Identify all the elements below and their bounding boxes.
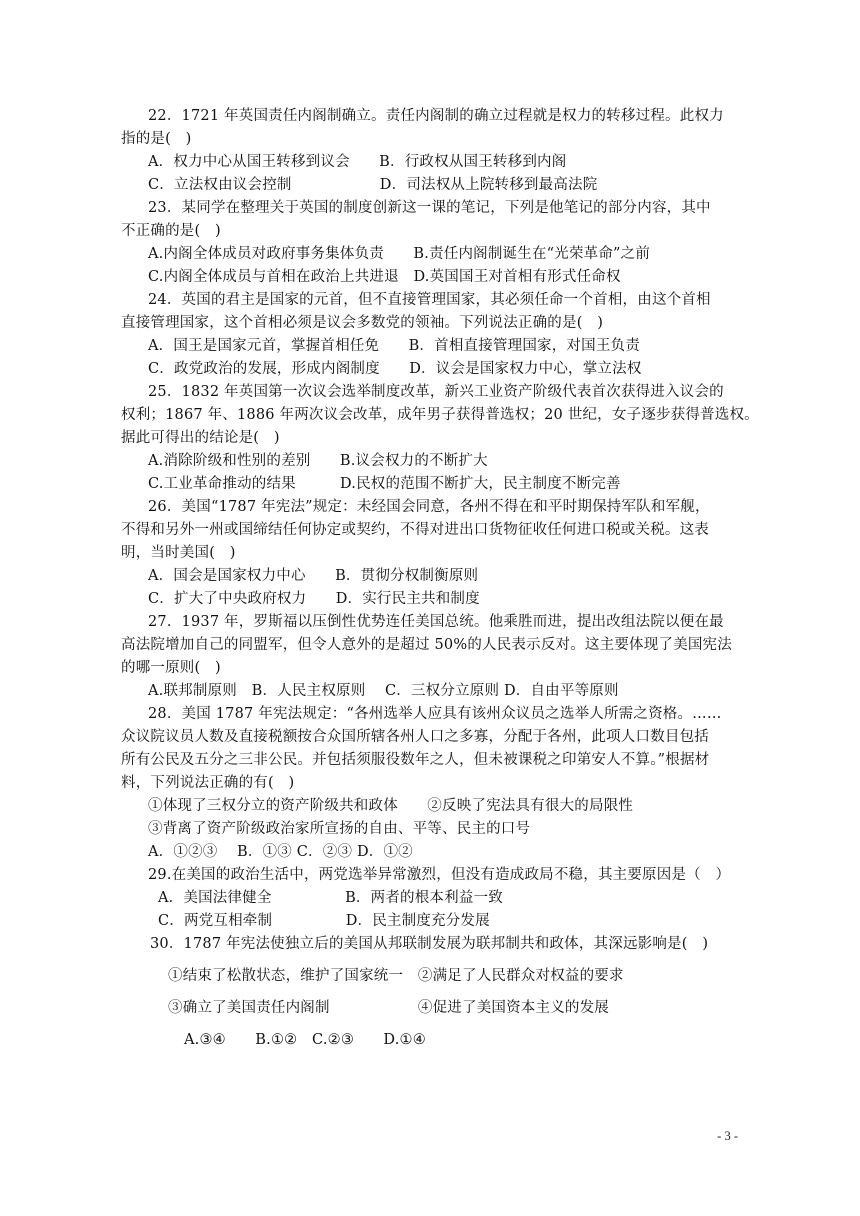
question-28-stem-line-3: 所有公民及五分之三非公民。并包括须服役数年之人，但未被课税之印第安人不算。”根据材 (121, 752, 710, 768)
question-26-stem-line-3: 明，当时美国( ) (121, 545, 236, 561)
question-29-options-ab: A．美国法律健全 B．两者的根本利益一致 (158, 890, 503, 906)
question-28-stem-line-4: 料，下列说法正确的有( ) (121, 775, 295, 791)
page-number: - 3 - (717, 1129, 738, 1143)
question-24-stem-line-1: 24．英国的君主是国家的元首，但不直接管理国家，其必须任命一个首相，由这个首相 (148, 292, 711, 308)
question-22-stem-line-2: 指的是( ) (121, 131, 192, 147)
question-25-options-cd: C.工业革命推动的结果 D.民权的范围不断扩大，民主制度不断完善 (148, 476, 621, 492)
question-30-statements-1-2: ①结束了松散状态，维护了国家统一 ②满足了人民群众对权益的要求 (168, 968, 624, 984)
question-24-options-ab: A．国王是国家元首，掌握首相任免 B．首相直接管理国家，对国王负责 (148, 338, 640, 354)
question-25-stem-line-3: 据此可得出的结论是( ) (121, 430, 280, 446)
question-22-options-ab: A．权力中心从国王转移到议会 B．行政权从国王转移到内阁 (148, 154, 567, 170)
question-22-options-cd: C．立法权由议会控制 D．司法权从上院转移到最高法院 (148, 177, 598, 193)
question-29-options-cd: C．两党互相牵制 D．民主制度充分发展 (158, 913, 490, 929)
question-25-stem-line-1: 25．1832 年英国第一次议会选举制度改革，新兴工业资产阶级代表首次获得进入议会的 (148, 384, 724, 400)
question-26-options-ab: A．国会是国家权力中心 B．贯彻分权制衡原则 (148, 568, 479, 584)
question-30-stem: 30．1787 年宪法使独立后的美国从邦联制发展为联邦制共和政体，其深远影响是( ) (150, 936, 709, 952)
question-27-stem-line-2: 高法院增加自己的同盟军，但令人意外的是超过 50%的人民表示反对。这主要体现了美国宪法 (121, 637, 732, 653)
question-29-stem: 29.在美国的政治生活中，两党选举异常激烈，但没有造成政局不稳，其主要原因是（ ） (148, 867, 731, 883)
question-27-stem-line-1: 27．1937 年，罗斯福以压倒性优势连任美国总统。他乘胜而进，提出改组法院以便在最 (148, 614, 724, 630)
question-26-options-cd: C．扩大了中央政府权力 D．实行民主共和制度 (148, 591, 480, 607)
question-23-stem-line-2: 不正确的是( ) (121, 223, 221, 239)
question-30-statements-3-4: ③确立了美国责任内阁制 ④促进了美国资本主义的发展 (168, 1000, 609, 1016)
question-26-stem-line-2: 不得和另外一州或国缔结任何协定或契约，不得对进出口货物征收任何进口税或关税。这表 (121, 522, 709, 538)
question-23-options-ab: A.内阁全体成员对政府事务集体负责 B.责任内阁制诞生在“光荣革命”之前 (148, 246, 651, 262)
question-23-stem-line-1: 23．某同学在整理关于英国的制度创新这一课的笔记，下列是他笔记的部分内容，其中 (148, 200, 711, 216)
question-28-statements-1-2: ①体现了三权分立的资产阶级共和政体 ②反映了宪法具有很大的局限性 (148, 798, 634, 814)
question-27-stem-line-3: 的哪一原则( ) (121, 660, 221, 676)
question-22-stem-line-1: 22．1721 年英国责任内阁制确立。责任内阁制的确立过程就是权力的转移过程。此权力 (148, 108, 724, 124)
question-28-stem-line-2: 众议院议员人数及直接税额按合众国所辖各州人口之多寡，分配于各州，此项人口数目包括 (121, 729, 709, 745)
question-25-stem-line-2: 权利；1867 年、1886 年两次议会改革，成年男子获得普选权；20 世纪，女子逐步获得普选权。 (121, 407, 759, 423)
question-24-stem-line-2: 直接管理国家，这个首相必须是议会多数党的领袖。下列说法正确的是( ) (121, 315, 604, 331)
question-26-stem-line-1: 26．美国“1787 年宪法”规定：未经国会同意，各州不得在和平时期保持军队和军舰， (148, 499, 710, 515)
question-30-options: A.③④ B.①② C.②③ D.①④ (184, 1032, 426, 1048)
question-25-options-ab: A.消除阶级和性别的差别 B.议会权力的不断扩大 (148, 453, 488, 469)
question-23-options-cd: C.内阁全体成员与首相在政治上共进退 D.英国国王对首相有形式任命权 (148, 269, 621, 285)
question-24-options-cd: C．政党政治的发展，形成内阁制度 D．议会是国家权力中心，掌立法权 (148, 361, 642, 377)
question-28-statement-3: ③背离了资产阶级政治家所宣扬的自由、平等、民主的口号 (148, 821, 531, 837)
question-28-stem-line-1: 28．美国 1787 年宪法规定：“各州选举人应具有该州众议员之选举人所需之资格。…… (148, 706, 722, 722)
question-27-options: A.联邦制原则 B．人民主权原则 C．三权分立原则 D．自由平等原则 (148, 683, 619, 699)
question-28-options: A．①②③ B．①③ C．②③ D．①② (148, 844, 413, 860)
